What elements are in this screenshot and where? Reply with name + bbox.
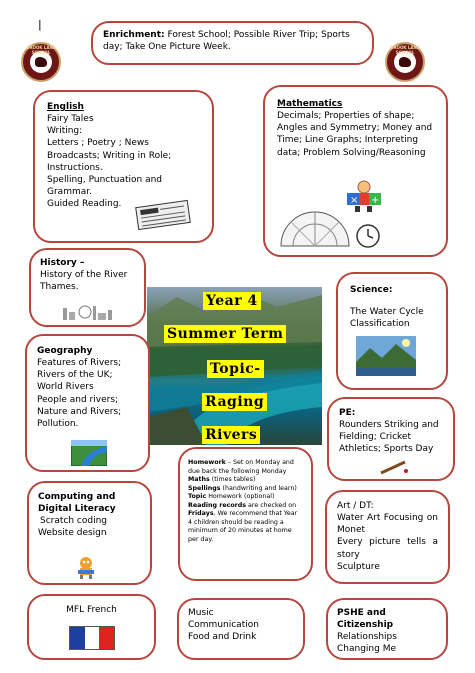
art-line: Every picture tells a story	[337, 537, 438, 560]
page-marker: |	[38, 18, 42, 31]
enrichment-box	[91, 21, 374, 65]
homework-p4	[188, 493, 303, 502]
spellings-label: Spellings	[188, 484, 221, 492]
pshe-title: PSHE and Citizenship	[337, 608, 394, 631]
computing-box	[27, 481, 152, 585]
river-icon	[71, 440, 107, 466]
horse-icon	[399, 57, 411, 67]
homework-p3	[188, 485, 303, 494]
music-box	[177, 598, 305, 660]
pe-title: PE:	[339, 408, 356, 418]
pe-line: Rounders Striking and	[339, 420, 439, 431]
computing-line: Website design	[38, 528, 107, 539]
homework-p1	[188, 459, 303, 476]
english-box	[33, 90, 214, 243]
science-title: Science:	[350, 285, 393, 295]
topic-year: Year 4	[203, 292, 261, 310]
pshe-line: Relationships	[337, 632, 397, 643]
english-line: Writing:	[47, 126, 83, 137]
art-title: Art / DT:	[337, 501, 374, 511]
enrichment-title: Enrichment:	[103, 30, 165, 40]
science-line: The Water Cycle	[350, 307, 424, 318]
clock-icon	[355, 223, 381, 249]
protractor-icon	[279, 210, 351, 248]
computing-line: Scratch coding	[40, 516, 108, 527]
english-line: Guided Reading.	[47, 199, 122, 210]
geography-line: People and rivers;	[37, 394, 119, 405]
art-line: Sculpture	[337, 561, 380, 572]
maths-label: Maths	[188, 476, 210, 483]
newspaper-icon	[131, 198, 195, 232]
english-line: Spelling, Punctuation and	[47, 174, 163, 185]
maths-line: Time; Line Graphs; Interpreting	[277, 135, 419, 146]
geography-line: Nature and Rivers;	[37, 406, 122, 417]
maths-text: (times tables)	[209, 476, 256, 483]
pe-line: Athletics; Sports Day	[339, 444, 434, 455]
pshe-line: Changing Me	[337, 644, 397, 655]
pe-line: Fielding; Cricket	[339, 432, 411, 443]
computing-title: Computing and Digital Literacy	[38, 492, 116, 515]
science-line: Classification	[350, 319, 410, 330]
london-skyline-icon	[61, 304, 115, 320]
topic-text: Homework (optional)	[206, 493, 275, 500]
history-line: History of the River	[40, 270, 128, 281]
mfl-box	[27, 594, 156, 660]
french-flag-icon	[69, 626, 115, 650]
school-logo-left	[21, 42, 61, 82]
geography-title: Geography	[37, 346, 93, 356]
history-box	[29, 248, 146, 327]
science-box	[336, 272, 448, 390]
cricket-bat-icon	[379, 459, 409, 475]
reading-label: Reading records	[188, 501, 247, 509]
art-line: Water Art Focusing on Monet	[337, 513, 438, 536]
reading-text: are checked on	[246, 501, 297, 509]
history-title: History –	[40, 258, 85, 268]
geography-line: Features of Rivers;	[37, 358, 122, 369]
music-line: Food and Drink	[188, 632, 257, 643]
spellings-text: (handwriting and learn)	[220, 484, 297, 492]
svg-text:×: ×	[350, 195, 359, 206]
enrichment-text: Forest School; Possible River Trip; Sports day; Take One Picture Week.	[103, 30, 350, 53]
english-title: English	[47, 102, 84, 112]
maths-line: Decimals; Properties of shape;	[277, 111, 415, 122]
topic-term: Summer Term	[164, 325, 286, 343]
scratch-cat-icon	[75, 555, 97, 579]
geography-line: World Rivers	[37, 382, 94, 393]
homework-text: – Set on Monday and due back the following Monday	[188, 459, 294, 475]
pe-box	[327, 397, 455, 481]
maths-box	[263, 85, 448, 257]
topic-label-hw: Topic	[188, 493, 207, 500]
svg-text:+: +	[371, 195, 380, 206]
topic-name-1: Raging	[202, 393, 267, 411]
english-line: Instructions.	[47, 162, 103, 173]
music-title: Music	[188, 608, 214, 618]
homework-label: Homework	[188, 459, 226, 466]
topic-label: Topic-	[207, 360, 264, 378]
reading-tail: . We recommend that Year 4 children should be reading a minimum of 20 minutes at home per day.	[188, 510, 298, 543]
homework-box	[178, 447, 313, 581]
horse-icon	[35, 57, 47, 67]
art-box	[325, 490, 450, 584]
english-line: Broadcasts; Writing in Role;	[47, 150, 172, 161]
english-line: Fairy Tales	[47, 114, 94, 125]
landscape-icon	[356, 336, 416, 376]
geography-line: Rivers of the UK;	[37, 370, 113, 381]
logo-text: BROOK LANE SCHOOL	[390, 45, 420, 55]
reading-day: Fridays	[188, 510, 214, 517]
maths-line: data; Problem Solving/Reasoning	[277, 147, 426, 158]
maths-character-icon	[345, 179, 383, 213]
music-line: Communication	[188, 620, 259, 631]
english-line: Letters ; Poetry ; News	[47, 138, 149, 149]
homework-p5	[188, 502, 303, 545]
english-line: Grammar.	[47, 186, 92, 197]
maths-line: Angles and Symmetry; Money and	[277, 123, 433, 134]
logo-text: BROOK LANE SCHOOL	[26, 45, 56, 55]
history-line: Thames.	[40, 282, 79, 293]
school-logo-right	[385, 42, 425, 82]
geography-box	[25, 334, 150, 472]
mfl-title: MFL French	[66, 605, 117, 615]
topic-name-2: Rivers	[202, 426, 260, 444]
homework-p2	[188, 476, 303, 485]
maths-title: Mathematics	[277, 99, 343, 109]
pshe-box	[326, 598, 448, 660]
geography-line: Pollution.	[37, 418, 79, 429]
